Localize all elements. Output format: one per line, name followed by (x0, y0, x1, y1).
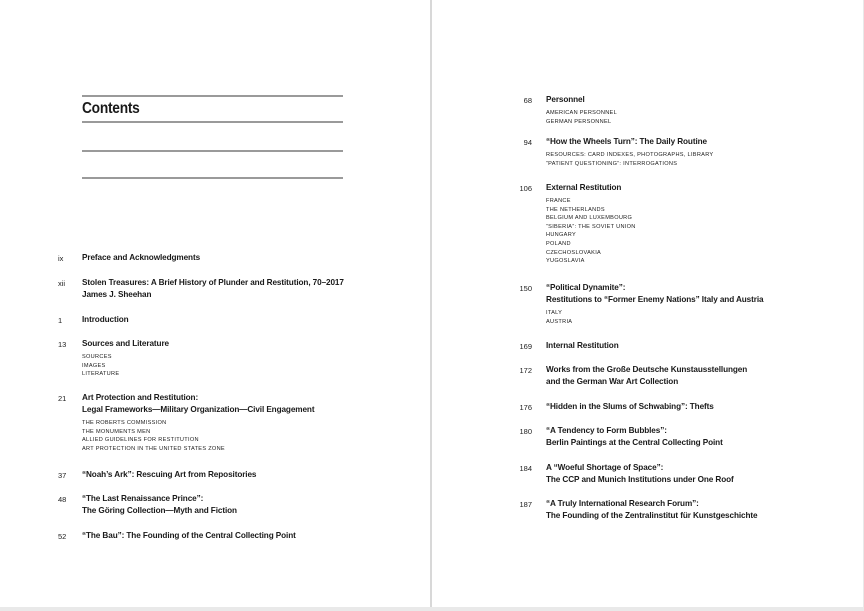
toc-subentry: AMERICAN PERSONNEL (546, 110, 617, 116)
toc-page-number: 106 (519, 184, 532, 193)
toc-entry-title: Stolen Treasures: A Brief History of Plunder and Restitution, 70–2017 (82, 278, 344, 287)
toc-subentry: BELGIUM AND LUXEMBOURG (546, 215, 633, 222)
toc-entry-title: “The Bau”: The Founding of the Central Collecting Point (82, 531, 296, 540)
toc-subentry: POLAND (546, 240, 571, 247)
toc-subentry: ITALY (546, 310, 563, 316)
toc-page-number: 169 (519, 342, 532, 351)
toc-subentry: GERMAN PERSONNEL (546, 118, 612, 125)
toc-page-number: 172 (519, 366, 532, 375)
toc-entry-title: “A Truly International Research Forum”: (546, 499, 699, 508)
toc-entry-title: “A Tendency to Form Bubbles”: (546, 426, 667, 435)
right-page (432, 0, 863, 607)
toc-page-number: 37 (58, 471, 67, 480)
toc-subentry: CZECHOSLOVAKIA (546, 249, 602, 256)
divider-rule (82, 177, 343, 179)
toc-entry-title: Personnel (546, 95, 585, 104)
toc-page-number: 180 (519, 427, 532, 436)
page-title: Contents (82, 100, 140, 117)
toc-entry-title: Works from the Große Deutsche Kunstausstellungen (546, 365, 748, 374)
toc-entry-body (546, 182, 846, 266)
toc-entry-title: Art Protection and Restitution: (82, 393, 199, 402)
toc-entry-body (546, 94, 846, 126)
toc-subentry: “SIBERIA”: THE SOVIET UNION (546, 223, 636, 230)
toc-subentries (82, 353, 382, 379)
toc-subentries (82, 419, 382, 453)
toc-page-number: xii (58, 279, 66, 288)
toc-page-number: 184 (519, 464, 532, 473)
toc-entry-body (82, 392, 382, 453)
toc-entry-title: and the German War Art Collection (546, 377, 679, 386)
toc-subentry: THE MONUMENTS MEN (82, 428, 151, 435)
toc-entry-body (546, 401, 846, 413)
toc-entry-body (82, 338, 382, 379)
toc-entry-title: External Restitution (546, 183, 622, 192)
toc-entry-body (82, 314, 382, 326)
toc-entry-title: Legal Frameworks—Military Organization—Civil Engagement (82, 405, 315, 414)
toc-entry-title: Preface and Acknowledgments (82, 253, 201, 262)
toc-entry-title: The CCP and Munich Institutions under One Roof (546, 475, 734, 484)
toc-entry-body (546, 136, 846, 168)
toc-entry-title: “The Last Renaissance Prince”: (82, 494, 204, 503)
toc-subentries (546, 151, 846, 168)
divider-rule (82, 95, 343, 97)
toc-subentry: FRANCE (546, 198, 571, 204)
toc-entry-title: The Founding of the Zentralinstitut für Kunstgeschichte (546, 511, 758, 520)
toc-entry-body (546, 340, 846, 352)
toc-subentry: “PATIENT QUESTIONING”: INTERROGATIONS (546, 160, 678, 167)
toc-entry-title: “Political Dynamite”: (546, 283, 626, 292)
toc-entry-title: James J. Sheehan (82, 290, 152, 299)
toc-subentry: THE NETHERLANDS (546, 206, 605, 213)
toc-entry-body (546, 462, 846, 486)
divider-rule (82, 150, 343, 152)
toc-subentry: THE ROBERTS COMMISSION (82, 420, 167, 426)
toc-page-number: 150 (519, 284, 532, 293)
left-page (0, 0, 430, 607)
toc-page-number: 94 (523, 138, 532, 147)
toc-subentries (546, 309, 846, 326)
toc-entry-title: “How the Wheels Turn”: The Daily Routine (546, 137, 707, 146)
toc-subentry: YUGOSLAVIA (546, 258, 585, 265)
toc-entry-body (546, 498, 846, 522)
toc-subentry: LITERATURE (82, 371, 120, 378)
toc-entry-body (546, 282, 846, 326)
toc-subentry: HUNGARY (546, 232, 576, 239)
toc-subentry: ART PROTECTION IN THE UNITED STATES ZONE (82, 445, 225, 452)
toc-entry-title: The Göring Collection—Myth and Fiction (82, 506, 237, 515)
toc-subentry: ALLIED GUIDELINES FOR RESTITUTION (82, 437, 199, 444)
toc-entry-title: Introduction (82, 315, 129, 324)
toc-page-number: 68 (523, 96, 532, 105)
toc-page-number: 1 (58, 316, 63, 325)
toc-entry-title: “Noah’s Ark”: Rescuing Art from Repositories (82, 470, 257, 479)
toc-subentry: IMAGES (82, 362, 106, 369)
toc-page-number: 52 (58, 532, 67, 541)
toc-entry-body (82, 469, 382, 481)
toc-subentries (546, 197, 846, 266)
toc-entry-body (82, 252, 382, 264)
toc-page-number: 187 (519, 500, 532, 509)
toc-entry-title: Sources and Literature (82, 339, 169, 348)
toc-entry-title: “Hidden in the Slums of Schwabing”: Thefts (546, 402, 714, 411)
toc-page-number: 176 (519, 403, 532, 412)
toc-entry-body (82, 493, 382, 517)
toc-page-number: 13 (58, 340, 67, 349)
toc-page-number: 21 (58, 394, 67, 403)
toc-entry-body (82, 530, 382, 542)
toc-entry-body (546, 425, 846, 449)
toc-entry-title: Berlin Paintings at the Central Collecting Point (546, 438, 723, 447)
toc-page-number: 48 (58, 495, 67, 504)
toc-page-number: ix (58, 254, 64, 263)
toc-entry-title: Internal Restitution (546, 341, 619, 350)
toc-entry-title: Restitutions to “Former Enemy Nations” Italy and Austria (546, 295, 764, 304)
toc-subentry: AUSTRIA (546, 318, 573, 325)
toc-entry-body (546, 364, 846, 388)
toc-subentry: RESOURCES: CARD INDEXES, PHOTOGRAPHS, LIBRARY (546, 152, 714, 158)
toc-subentry: SOURCES (82, 354, 112, 360)
toc-subentries (546, 109, 846, 126)
toc-entry-title: A “Woeful Shortage of Space”: (546, 463, 664, 472)
divider-rule (82, 121, 343, 123)
toc-entry-body (82, 277, 382, 301)
